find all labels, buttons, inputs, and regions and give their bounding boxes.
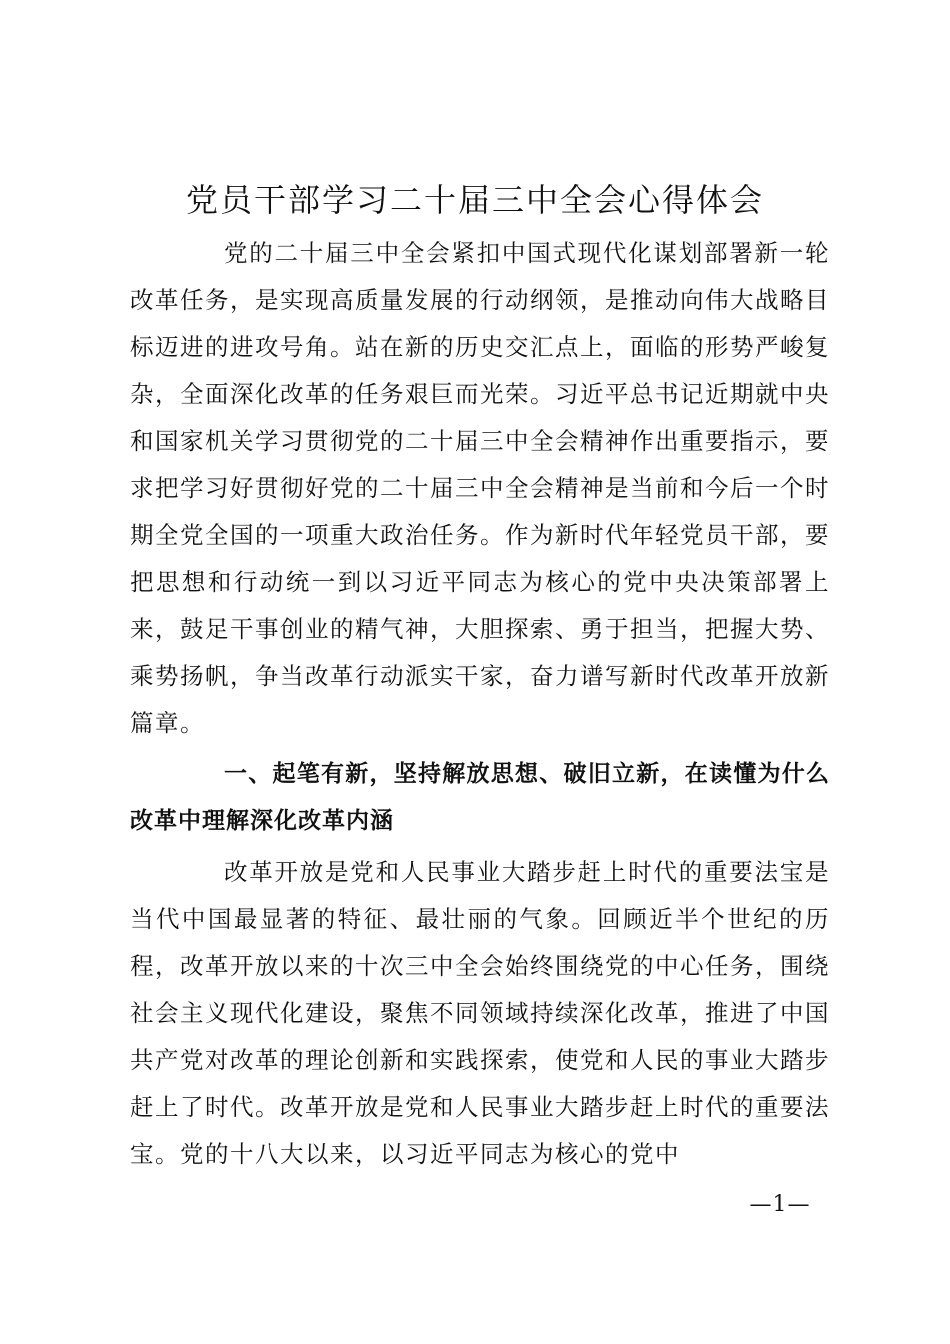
section-heading-1: 一、起笔有新，坚持解放思想、破旧立新，在读懂为什么改革中理解深化改革内涵 [130,761,830,834]
document-body [130,230,830,1178]
section-1-paragraph: 改革开放是党和人民事业大踏步赶上时代的重要法宝是当代中国最显著的特征、最壮丽的气象。回顾近半个世纪的历程，改革开放以来的十次三中全会始终围绕党的中心任务，围绕社会主义现代化建设，聚焦不同领域持续深化改革，推进了中国共产党对改革的理论创新和实践探索，使党和人民的事业大踏步赶上了时代。改革开放是党和人民事业大踏步赶上时代的重要法宝。党的十八大以来，以习近平同志为核心的党中 [130,858,830,1168]
intro-paragraph: 党的二十届三中全会紧扣中国式现代化谋划部署新一轮改革任务，是实现高质量发展的行动纲领，是推动向伟大战略目标迈进的进攻号角。站在新的历史交汇点上，面临的形势严峻复杂，全面深化改革的任务艰巨而光荣。习近平总书记近期就中央和国家机关学习贯彻党的二十届三中全会精神作出重要指示，要求把学习好贯彻好党的二十届三中全会精神是当前和今后一个时期全党全国的一项重大政治任务。作为新时代年轻党员干部，要把思想和行动统一到以习近平同志为核心的党中央决策部署上来，鼓足干事创业的精气神，大胆探索、勇于担当，把握大势、乘势扬帆，争当改革行动派实干家，奋力谱写新时代改革开放新篇章。 [130,239,830,737]
page-number: —1— [749,1192,811,1217]
document-title: 党员干部学习二十届三中全会心得体会 [185,181,764,219]
